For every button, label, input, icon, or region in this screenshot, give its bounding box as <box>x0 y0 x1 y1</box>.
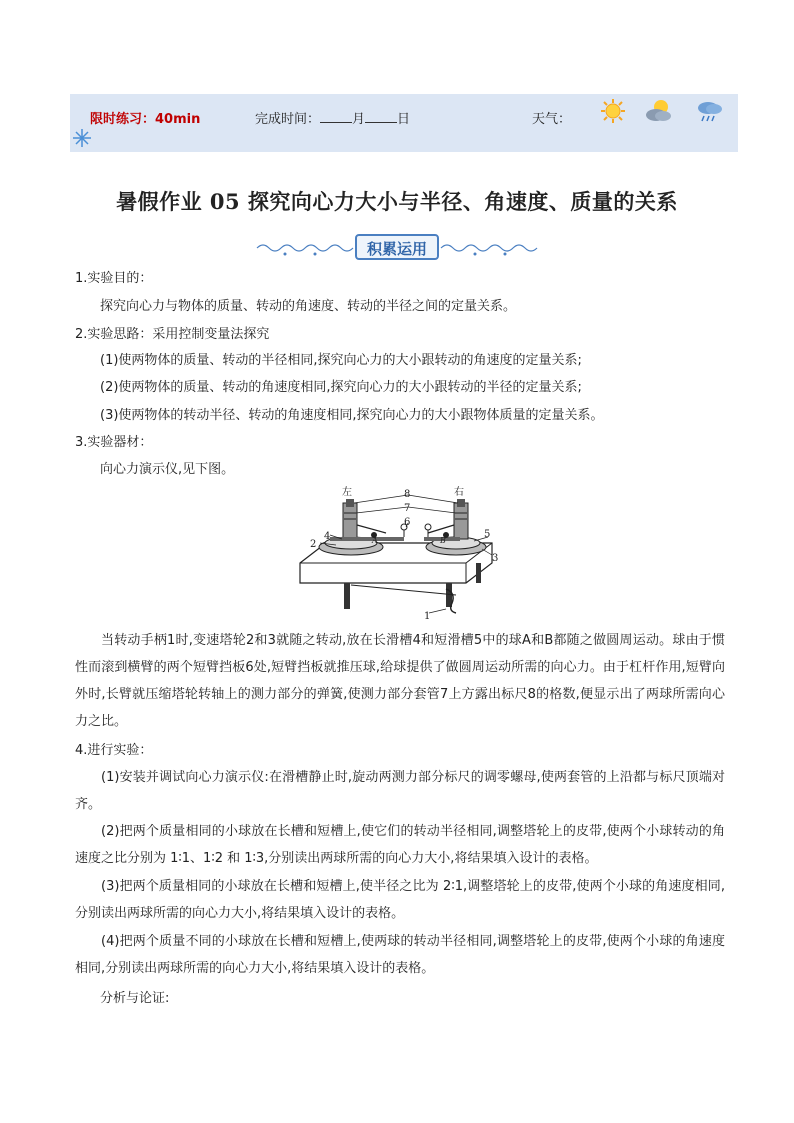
month-blank <box>320 110 352 123</box>
partly-cloudy-icon <box>644 98 674 124</box>
figure-label-1: 1 <box>424 611 431 622</box>
section-badge <box>255 234 539 262</box>
leg-left <box>344 583 350 609</box>
weather-label: 天气： <box>532 112 572 127</box>
day-blank <box>365 110 397 123</box>
s2-heading: 2.实验思路：采用控制变量法探究 <box>75 327 270 342</box>
s4-item-3: (3)把两个质量相同的小球放在长槽和短槽上,使半径之比为 2∶1,调整塔轮上的皮带,使两个小球的角速度相同,分别读出两球所需的向心力大小,将结果填入设计的表格。 <box>75 879 725 921</box>
page-title: 暑假作业 05 探究向心力大小与半径、角速度、质量的关系 <box>116 189 678 214</box>
s4-item-4: (4)把两个质量不同的小球放在长槽和短槽上,使两球的转动半径相同,调整塔轮上的皮带,使两个小球的角速度相同,分别读出两球所需的向心力大小,将结果填入设计的表格。 <box>75 934 725 976</box>
right-force-column <box>454 503 468 539</box>
figure-label-3: 3 <box>492 553 499 564</box>
s2-item-1: (1)使两物体的质量、转动的半径相同,探究向心力的大小跟转动的角速度的定量关系; <box>100 353 582 368</box>
figure-label-6: 6 <box>404 517 411 528</box>
figure-label-8: 8 <box>404 489 411 500</box>
s1-body: 探究向心力与物体的质量、转动的角速度、转动的半径之间的定量关系。 <box>100 299 517 314</box>
completion-time <box>255 108 410 127</box>
figure-ball-b: B <box>440 536 446 545</box>
analysis-heading: 分析与论证: <box>100 991 170 1006</box>
header-banner <box>70 94 738 152</box>
s2-item-3: (3)使两物体的转动半径、转动的角速度相同,探究向心力的大小跟物体质量的定量关系。 <box>100 408 604 423</box>
s1-heading: 1.实验目的： <box>75 271 153 286</box>
month-label: 月 <box>352 112 366 127</box>
time-limit: 限时练习：40min <box>90 112 201 127</box>
snowflake-icon <box>72 128 92 148</box>
figure-right-label: 右 <box>454 487 464 498</box>
figure-label-5: 5 <box>484 529 491 540</box>
s4-item-2: (2)把两个质量相同的小球放在长槽和短槽上,使它们的转动半径相同,调整塔轮上的皮带,使两个小球转动的角速度之比分别为 1∶1、1∶2 和 1∶3,分别读出两球所需的向心力大小,将结果填入设计的表格。 <box>75 824 725 866</box>
centripetal-apparatus-figure <box>296 485 500 625</box>
figure-label-7: 7 <box>404 503 411 514</box>
figure-ball-a: A <box>372 536 378 545</box>
s2-item-2: (2)使两物体的质量、转动的角速度相同,探究向心力的大小跟转动的半径的定量关系; <box>100 380 582 395</box>
s3-description: 当转动手柄1时,变速塔轮2和3就随之转动,放在长滑槽4和短滑槽5中的球A和B都随之做圆周运动。球由于惯性而滚到横臂的两个短臂挡板6处,短臂挡板就推压球,给球提供了做圆周运动所需的向心力。由于杠杆作用,短臂向外时,长臂就压缩塔轮转轴上的测力部分的弹簧,使测力部分套管7上方露出标尺8的格数,便显示出了两球所需向心力之比。 <box>75 633 725 729</box>
rain-icon <box>696 98 724 126</box>
figure-left-label: 左 <box>342 487 352 498</box>
section-badge-label: 积累运用 <box>355 234 439 260</box>
s4-heading: 4.进行实验： <box>75 743 153 758</box>
left-force-column <box>343 503 357 539</box>
sunny-icon <box>600 98 626 124</box>
day-label: 日 <box>397 112 411 127</box>
completion-time-label: 完成时间： <box>255 112 321 127</box>
s3-heading: 3.实验器材： <box>75 435 153 450</box>
s3-body: 向心力演示仪,见下图。 <box>100 462 235 477</box>
s4-item-1: (1)安装并调试向心力演示仪:在滑槽静止时,旋动两测力部分标尺的调零螺母,使两套管的上沿都与标尺顶端对齐。 <box>75 770 725 812</box>
figure-label-4: 4 <box>324 531 331 542</box>
figure-label-2: 2 <box>310 539 317 550</box>
